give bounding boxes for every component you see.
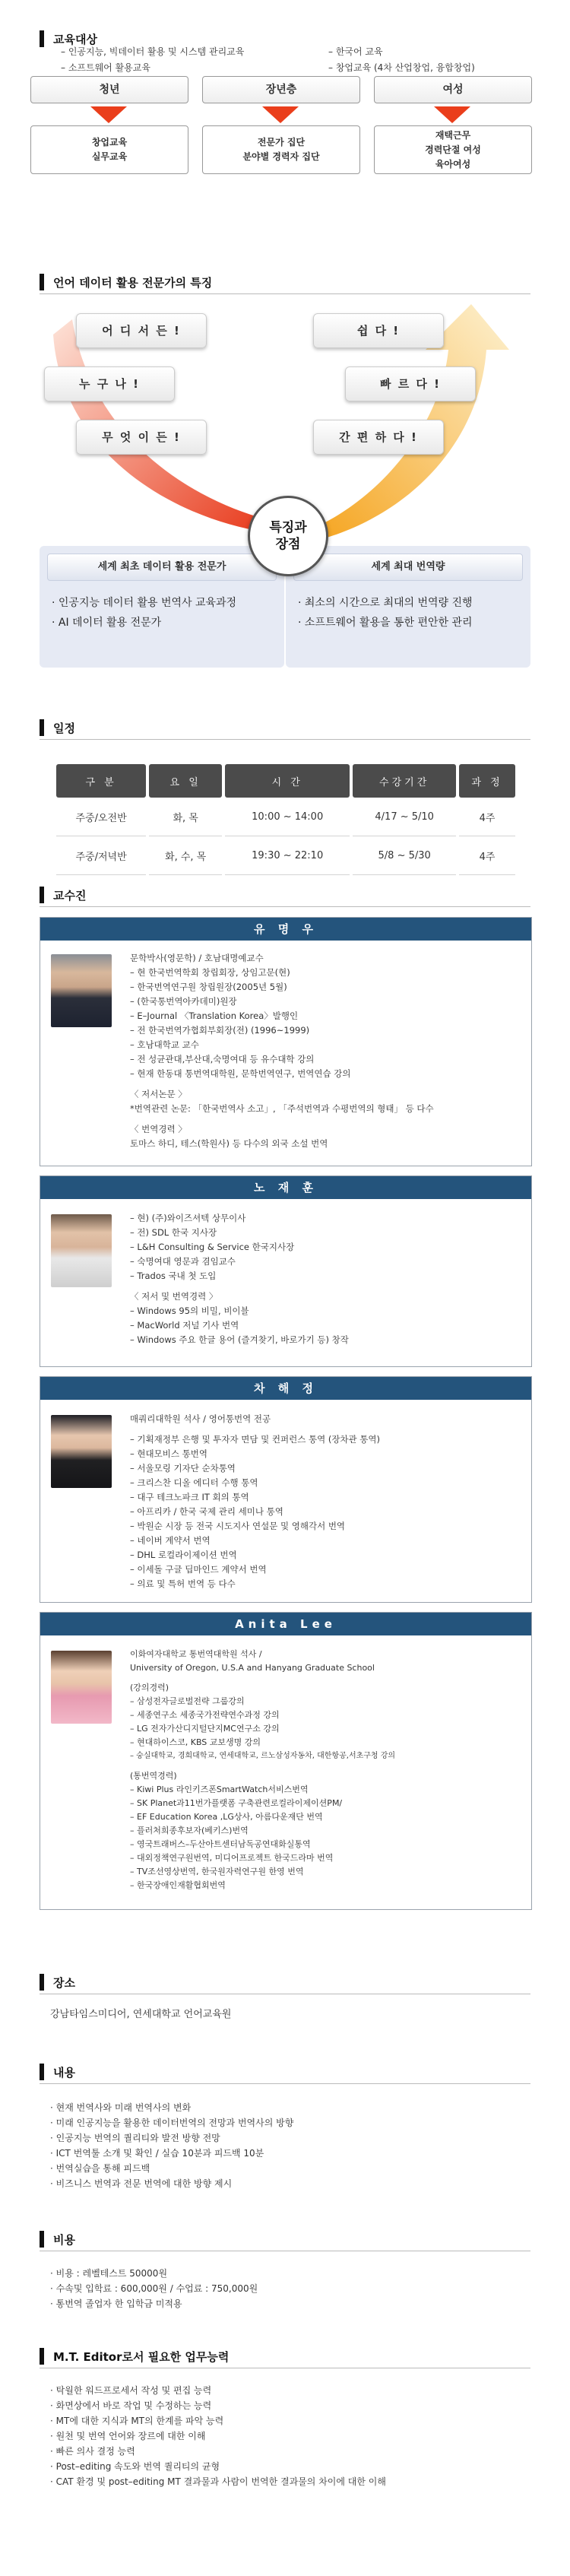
section-marker bbox=[40, 274, 44, 290]
section-title: 교육대상 bbox=[53, 32, 97, 46]
profile-line: – 한국번역연구원 창립원장(2005년 5월) bbox=[130, 982, 287, 992]
profile-line: – 현대모비스 통번역 bbox=[130, 1448, 207, 1459]
panel-item: · AI 데이터 활용 전문가 bbox=[52, 617, 162, 629]
profile-line: – 호남대학교 교수 bbox=[130, 1039, 199, 1050]
feature-pill-easy: 쉽 다 ! bbox=[313, 313, 444, 348]
profile-line: (통번역경력) bbox=[130, 1771, 177, 1781]
profile-line: – 대외정책연구원번역, 미디어프로젝트 한국드라마 번역 bbox=[130, 1853, 334, 1863]
list-item: · Post–editing 속도와 번역 퀄리티의 균형 bbox=[50, 2461, 220, 2472]
detail-line: 전문가 집단 bbox=[257, 137, 306, 148]
profile-line: – E–Journal 〈Translation Korea〉발행인 bbox=[130, 1010, 299, 1021]
profile-line: – Windows 주요 한글 용어 (즐겨찾기, 바로가기 등) 창작 bbox=[130, 1334, 349, 1345]
list-item: · 미래 인공지능을 활용한 데이터번역의 전망과 번역사의 방향 bbox=[50, 2118, 294, 2128]
divider bbox=[40, 2083, 530, 2084]
section-title: 내용 bbox=[53, 2065, 75, 2080]
profile-line: – 세종연구소 세종국가전략연수과정 강의 bbox=[130, 1710, 280, 1720]
profile-line: – SK Planet과11번가플랫폼 구축관련로컬라이제이션PM/ bbox=[130, 1798, 343, 1808]
list-item: · 현재 번역사와 미래 번역사의 변화 bbox=[50, 2102, 192, 2113]
profile-name: 차 해 정 bbox=[40, 1377, 531, 1400]
profile-text bbox=[130, 1412, 380, 1591]
list-item: · 탁월한 워드프로세서 작성 및 편집 능력 bbox=[50, 2385, 212, 2396]
profile-photo bbox=[51, 1415, 112, 1488]
profile-line: 토마스 하디, 테스(학원사) 등 다수의 외국 소설 번역 bbox=[130, 1138, 328, 1149]
profile-line: – 크리스찬 디올 에디터 수행 통역 bbox=[130, 1477, 258, 1488]
feature-pill-anything: 무 엇 이 든 ! bbox=[76, 420, 207, 455]
section-marker bbox=[40, 719, 44, 736]
list-item: · 비용 : 레벨테스트 50000원 bbox=[50, 2268, 168, 2279]
column-header: 과 정 bbox=[459, 764, 515, 798]
profile-line: – 현) (주)와이즈셔텍 상무이사 bbox=[130, 1213, 246, 1223]
list-item: · 화면상에서 바로 작업 및 수정하는 능력 bbox=[50, 2400, 212, 2411]
feature-panel-right bbox=[286, 546, 530, 668]
profile-name: 유 명 우 bbox=[40, 918, 531, 941]
detail-line: 재택근무 bbox=[435, 129, 471, 141]
profile-photo bbox=[51, 1214, 112, 1287]
profile-line: – LG 전자가산디지털단지MC연구소 강의 bbox=[130, 1724, 280, 1734]
schedule-table bbox=[53, 764, 518, 875]
list-item: · ICT 번역툴 소개 및 확인 / 실습 10분과 피드백 10분 bbox=[50, 2148, 264, 2159]
list-item: – 창업교육 (4차 산업창업, 융합창업) bbox=[328, 62, 475, 73]
badge-line: 장점 bbox=[275, 537, 301, 552]
group-header-middle-aged: 장년층 bbox=[202, 76, 360, 103]
profile-line: – 숭실대학교, 경희대학교, 연세대학교, 르노삼성자동차, 대한항공,서초구청 강의 bbox=[130, 1752, 396, 1760]
profile-line: – 기획재정부 은행 및 투자자 면담 및 컨퍼런스 통역 (장차관 통역) bbox=[130, 1434, 381, 1445]
group-detail-women bbox=[374, 125, 532, 174]
profile-line: (강의경력) bbox=[130, 1683, 169, 1692]
column-header: 시 간 bbox=[225, 764, 350, 798]
table-cell: 4/17 ~ 5/10 bbox=[353, 798, 456, 836]
column-header: 구 분 bbox=[56, 764, 146, 798]
list-item: · 원천 및 번역 언어와 장르에 대한 이해 bbox=[50, 2431, 206, 2441]
feature-pill-fast: 빠 르 다 ! bbox=[345, 366, 476, 401]
profile-line: – Windows 95의 비밀, 비이블 bbox=[130, 1305, 249, 1316]
list-item: – 한국어 교육 bbox=[328, 46, 383, 57]
detail-line: 육아여성 bbox=[435, 158, 471, 170]
detail-line: 창업교육 bbox=[91, 137, 128, 148]
section-header-faculty bbox=[40, 887, 86, 903]
list-item: · 빠른 의사 결정 능력 bbox=[50, 2446, 135, 2457]
profile-line: – 서울모링 기자단 순차통역 bbox=[130, 1463, 236, 1474]
profile-line: – (한국통번역아카데미)원장 bbox=[130, 996, 237, 1007]
section-marker bbox=[40, 2348, 44, 2365]
panel-item: · 소프트웨어 활용을 통한 편안한 관리 bbox=[298, 617, 473, 629]
profile-card bbox=[40, 1612, 532, 1910]
content-list bbox=[50, 2100, 293, 2191]
section-title: 교수진 bbox=[53, 888, 87, 903]
divider bbox=[40, 293, 530, 294]
profile-line: – MacWorld 저널 기사 번역 bbox=[130, 1320, 239, 1331]
profile-line: – Trados 국내 첫 도입 bbox=[130, 1271, 217, 1281]
section-title: 일정 bbox=[53, 721, 75, 735]
feature-pill-convenient: 간 편 하 다 ! bbox=[313, 420, 444, 455]
table-cell: 주중/저녁반 bbox=[56, 836, 146, 875]
profile-name: Anita Lee bbox=[40, 1613, 531, 1635]
mt-list bbox=[50, 2383, 386, 2489]
table-cell: 주중/오전반 bbox=[56, 798, 146, 836]
profile-line: – 영국트래버스–두산아트센터남독공연대화실통역 bbox=[130, 1839, 311, 1849]
detail-line: 분야별 경력자 집단 bbox=[242, 151, 320, 162]
detail-line: 실무교육 bbox=[91, 151, 128, 162]
profile-text bbox=[130, 1211, 349, 1347]
section-header-cost bbox=[40, 2231, 75, 2248]
table-cell: 화, 목 bbox=[149, 798, 222, 836]
list-item: · CAT 환경 및 post–editing MT 결과물과 사람이 번역한 결과물의 차이에 대한 이해 bbox=[50, 2476, 386, 2487]
panel-item: · 인공지능 데이터 활용 번역사 교육과정 bbox=[52, 597, 237, 609]
profile-line: – 의료 및 특허 번역 등 다수 bbox=[130, 1578, 236, 1589]
list-item: – 인공지능, 빅데이터 활용 및 시스템 관리교육 bbox=[61, 46, 245, 57]
table-row bbox=[56, 836, 515, 875]
section-title: 장소 bbox=[53, 1975, 75, 1990]
table-cell: 19:30 ~ 22:10 bbox=[225, 836, 350, 875]
profile-line: 〈 번역경력 〉 bbox=[130, 1124, 187, 1134]
list-item: · MT에 대한 지식과 MT의 한계를 파악 능력 bbox=[50, 2416, 224, 2426]
section-marker bbox=[40, 2064, 44, 2080]
list-item: · 통번역 졸업자 한 입학금 미적용 bbox=[50, 2298, 182, 2309]
section-header-venue bbox=[40, 1974, 75, 1991]
group-detail-middle-aged bbox=[202, 125, 360, 174]
profile-line: – 삼성전자글로벌전략 그룹강의 bbox=[130, 1696, 245, 1706]
group-header-youth: 청년 bbox=[30, 76, 188, 103]
feature-pill-anyone: 누 구 나 ! bbox=[44, 366, 175, 401]
section-marker bbox=[40, 2231, 44, 2248]
profile-line: 문학박사(영문학) / 호남대명예교수 bbox=[130, 953, 264, 963]
section-header-schedule bbox=[40, 719, 75, 736]
profile-line: – 플러처희종후보자(베키스)번역 bbox=[130, 1826, 249, 1835]
panel-title: 세계 최대 번역량 bbox=[293, 554, 523, 581]
feature-pill-anywhere: 어 디 서 든 ! bbox=[76, 313, 207, 348]
profile-line: – 현재 한동대 통번역대학원, 문학번역연구, 번역연습 강의 bbox=[130, 1068, 351, 1079]
section-marker bbox=[40, 1974, 44, 1991]
table-header-row bbox=[56, 764, 515, 798]
section-title: M.T. Editor로서 필요한 업무능력 bbox=[53, 2349, 230, 2364]
down-arrow-icon bbox=[90, 106, 127, 123]
section-title: 언어 데이터 활용 전문가의 특징 bbox=[53, 275, 213, 290]
profile-card bbox=[40, 917, 532, 1166]
profile-line: – EF Education Korea ,LG상사, 아름다운재단 번역 bbox=[130, 1812, 323, 1822]
divider bbox=[40, 739, 530, 740]
profile-line: University of Oregon, U.S.A and Hanyang Graduate School bbox=[130, 1663, 375, 1673]
list-item: · 비즈니스 번역과 전문 번역에 대한 방향 제시 bbox=[50, 2178, 233, 2189]
profile-line: – 숙명여대 영문과 겸임교수 bbox=[130, 1256, 236, 1267]
table-cell: 화, 수, 목 bbox=[149, 836, 222, 875]
profile-line: *번역관련 논문: 「한국번역사 소고」, 「주석번역과 수평번역의 형태」 등 다수 bbox=[130, 1103, 434, 1114]
profile-line: – 한국장애인재활협회번역 bbox=[130, 1880, 226, 1890]
profile-line: – 박원순 시장 등 전국 시도지사 연설문 및 영해각서 번역 bbox=[130, 1521, 346, 1531]
panel-item: · 최소의 시간으로 최대의 번역량 진행 bbox=[298, 597, 473, 609]
divider bbox=[40, 906, 530, 907]
table-cell: 4주 bbox=[459, 798, 515, 836]
section-marker bbox=[40, 887, 44, 903]
venue-text: 강남타임스미디어, 연세대학교 언어교육원 bbox=[50, 2009, 232, 2020]
badge-line: 특징과 bbox=[269, 520, 307, 535]
profile-line: – DHL 로컬라이제이션 번역 bbox=[130, 1550, 237, 1560]
column-header: 요 일 bbox=[149, 764, 222, 798]
target-list-right bbox=[328, 44, 475, 76]
list-item: · 인공지능 번역의 퀄리티와 발전 방향 전망 bbox=[50, 2133, 220, 2143]
cost-list bbox=[50, 2266, 258, 2311]
list-item: · 수속및 입학료 : 600,000원 / 수업료 : 750,000원 bbox=[50, 2283, 258, 2294]
feature-panel-left bbox=[40, 546, 284, 668]
profile-photo bbox=[51, 1651, 112, 1724]
section-title: 비용 bbox=[53, 2232, 75, 2247]
section-header-features bbox=[40, 274, 212, 290]
table-cell: 4주 bbox=[459, 836, 515, 875]
target-list-left bbox=[61, 44, 244, 76]
table-cell: 5/8 ~ 5/30 bbox=[353, 836, 456, 875]
profile-line: – TV조선영상번역, 한국원자력연구원 한영 번역 bbox=[130, 1867, 304, 1876]
group-detail-youth bbox=[30, 125, 188, 174]
section-header-mt-editor bbox=[40, 2348, 229, 2365]
profile-card bbox=[40, 1175, 532, 1367]
profile-photo bbox=[51, 954, 112, 1027]
profile-card bbox=[40, 1376, 532, 1603]
column-header: 수강기간 bbox=[353, 764, 456, 798]
profile-name: 노 재 훈 bbox=[40, 1176, 531, 1199]
down-arrow-icon bbox=[262, 106, 299, 123]
group-header-women: 여성 bbox=[374, 76, 532, 103]
profile-line: 〈 저서 및 번역경력 〉 bbox=[130, 1291, 218, 1302]
profile-line: 〈 저서논문 〉 bbox=[130, 1089, 187, 1099]
profile-line: – 현 한국번역학회 창립회장, 상임고문(현) bbox=[130, 967, 290, 978]
profile-line: – 전) SDL 한국 지사장 bbox=[130, 1227, 217, 1238]
profile-line: – 이세돌 구글 딥마인드 계약서 번역 bbox=[130, 1564, 267, 1575]
profile-line: – 전 성균관대,부산대,숙명여대 등 유수대학 강의 bbox=[130, 1054, 315, 1064]
profile-line: 이화여자대학교 통번역대학원 석사 / bbox=[130, 1649, 262, 1659]
list-item: – 소프트웨어 활용교육 bbox=[61, 62, 150, 73]
profile-text bbox=[130, 951, 434, 1151]
profile-line: – 아프리카 / 한국 국제 관리 세미나 통역 bbox=[130, 1506, 283, 1517]
features-center-badge bbox=[248, 496, 328, 576]
profile-line: – 현대하이스코, KBS 교보생명 강의 bbox=[130, 1737, 261, 1747]
table-row bbox=[56, 798, 515, 836]
profile-line: – Kiwi Plus 라인키즈폰SmartWatch서비스번역 bbox=[130, 1784, 309, 1794]
section-marker bbox=[40, 30, 44, 47]
profile-line: – 대구 테크노파크 IT 회의 통역 bbox=[130, 1492, 249, 1502]
list-item: · 번역실습을 통해 피드백 bbox=[50, 2163, 150, 2174]
down-arrow-icon bbox=[434, 106, 470, 123]
panel-title: 세계 최초 데이터 활용 전문가 bbox=[47, 554, 277, 581]
profile-line: – L&H Consulting & Service 한국지사장 bbox=[130, 1242, 295, 1252]
table-cell: 10:00 ~ 14:00 bbox=[225, 798, 350, 836]
profile-line: – 네이버 계약서 번역 bbox=[130, 1535, 211, 1546]
profile-line: – 전 한국번역가협회부회장(전) (1996~1999) bbox=[130, 1025, 310, 1036]
detail-line: 경력단절 여성 bbox=[425, 144, 481, 155]
section-header-content bbox=[40, 2064, 75, 2080]
profile-line: 매쿼리대학원 석사 / 영어통번역 전공 bbox=[130, 1413, 271, 1424]
profile-text bbox=[130, 1648, 395, 1892]
